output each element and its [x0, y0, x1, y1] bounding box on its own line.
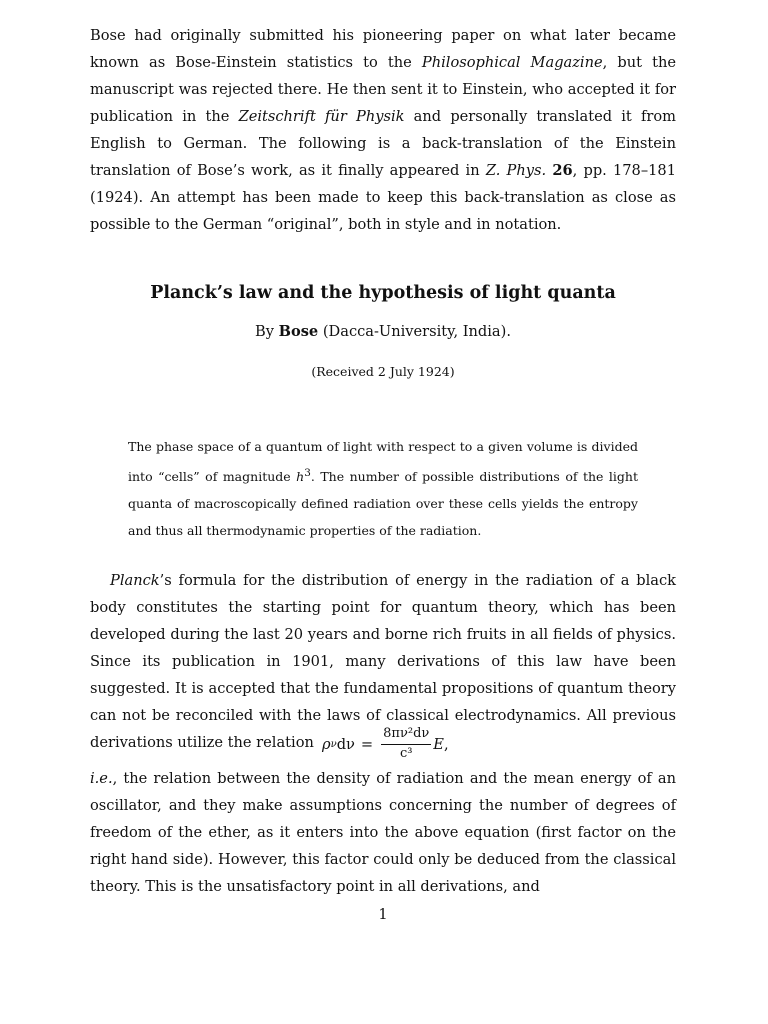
- byline: [90, 323, 676, 340]
- journal-abbrev: Z. Phys.: [485, 162, 547, 179]
- body-text: ’s formula for the distribution of energy in the radiation of a black body constitutes the starting point for quantum theory, which has been developed during the last 20 years and borne rich fruits in all fields of physics. Since its publication in 1901, many derivations of this law have been suggested. It is accepted that the fundamental propositions of quantum theory can not be reconciled with the laws of classical electrodynamics. All previous derivations utilize the relation: [90, 572, 676, 751]
- equation-content: [322, 722, 449, 766]
- article-title: Planck’s law and the hypothesis of light quanta: [150, 283, 616, 303]
- byline-prefix: By: [255, 323, 279, 340]
- intro-text: and personally translated it from English to German. The following is a back-translation of the Einstein translation of Bose’s work, as it finally appeared in: [90, 108, 676, 179]
- math-equals: =: [360, 735, 374, 753]
- math-differential: dν: [336, 735, 355, 753]
- math-rho: ρ: [322, 735, 331, 753]
- author-name: Bose: [278, 323, 319, 340]
- abstract: [128, 433, 638, 544]
- math-energy: E: [433, 735, 444, 753]
- math-variable: h: [296, 469, 305, 485]
- journal-volume: 26: [552, 162, 573, 179]
- abstract-text: The phase space of a quantum of light with respect to a given volume is divided into “cells” of magnitude: [128, 439, 638, 485]
- intro-text: , pp. 178–181 (1924). An attempt has been made to keep this back-translation as close as possible to the German “original”, both in style and in notation.: [90, 162, 676, 233]
- abbrev-ie: i.e.: [90, 770, 113, 787]
- math-fraction: [381, 725, 431, 763]
- math-superscript: 3: [304, 467, 311, 479]
- abstract-text: . The number of possible distributions of the light quanta of macroscopically defined radiation over these cells yields the entropy and thus all thermodynamic properties of the radiation.: [128, 469, 639, 539]
- body-text: , the relation between the density of radiation and the mean energy of an oscillator, and they make assumptions concerning the number of degrees of freedom of the ether, as it enters into the above equation (first factor on the right hand side). However, this factor could only be deduced from the classical theory. This is the unsatisfactory point in all derivations, and: [90, 770, 676, 895]
- intro-text: , but the manuscript was rejected there. He then sent it to Einstein, who accepted it for publication in the: [90, 54, 676, 125]
- display-equation: [90, 722, 676, 766]
- body-paragraph: [90, 765, 676, 900]
- person-name: Planck: [110, 572, 160, 589]
- affiliation: (Dacca-University, India).: [318, 323, 511, 340]
- page-number: 1: [378, 906, 388, 923]
- journal-name: Zeitschrift für Physik: [238, 108, 405, 125]
- translator-note: [90, 22, 676, 238]
- journal-name: Philosophical Magazine: [421, 54, 603, 71]
- math-subscript: ν: [330, 738, 337, 750]
- fraction-denominator: c³: [399, 746, 413, 761]
- math-punctuation: ,: [443, 735, 449, 753]
- intro-text: Bose had originally submitted his pioneering paper on what later became known as Bose-Einstein statistics to the: [90, 27, 676, 71]
- fraction-numerator: 8πν²dν: [381, 725, 431, 745]
- received-date: (Received 2 July 1924): [311, 364, 455, 379]
